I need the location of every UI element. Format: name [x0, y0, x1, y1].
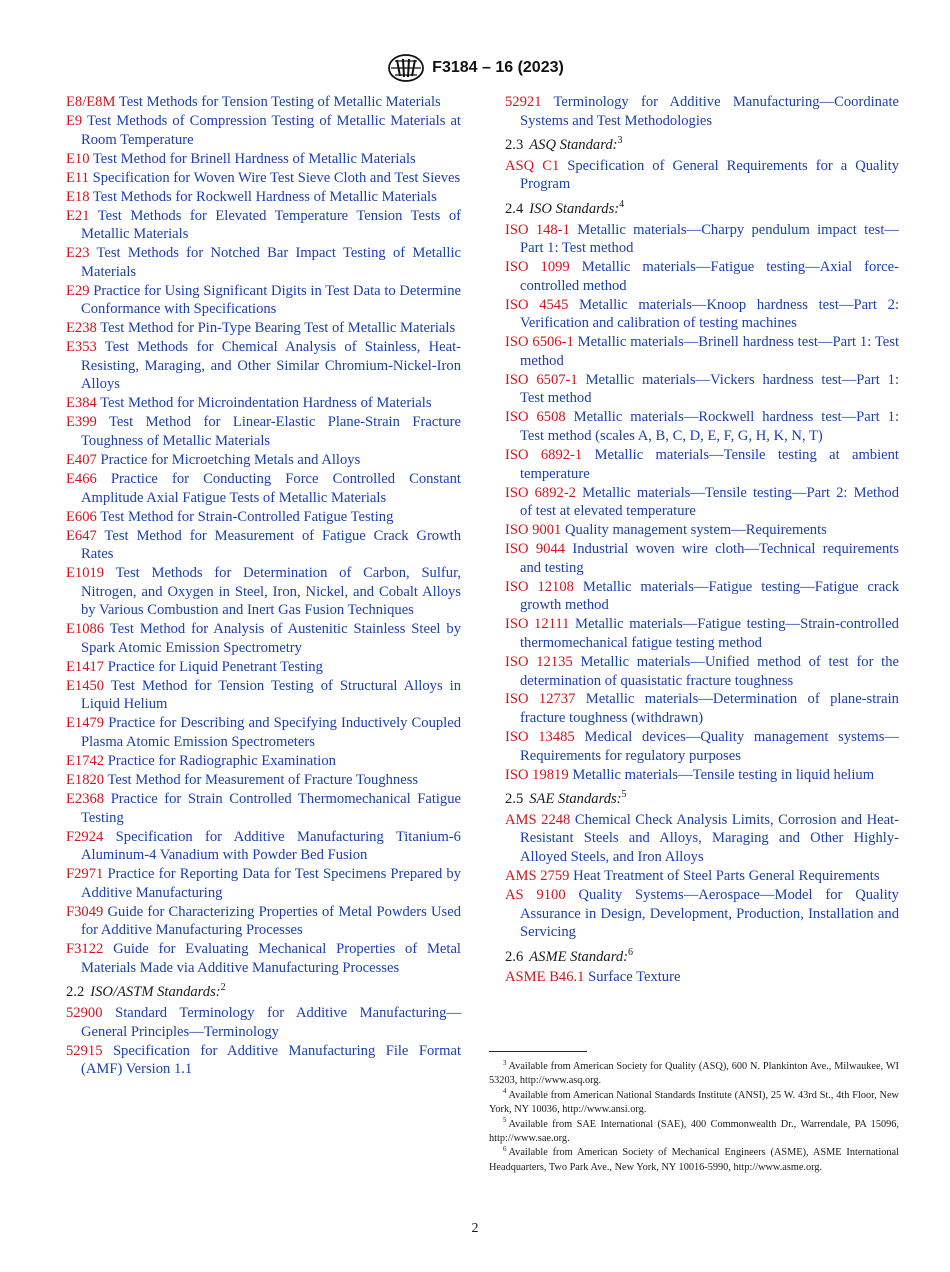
section-2-4-heading [505, 200, 899, 219]
asq-reference-list [505, 157, 899, 194]
reference-code-link[interactable]: E606 [66, 508, 97, 525]
reference-code-link[interactable]: E1417 [66, 658, 105, 675]
reference-entry [66, 1042, 461, 1079]
section-2-3-heading [505, 136, 899, 155]
reference-code-link[interactable]: AMS 2759 [505, 868, 570, 884]
section-number: 2.3 [505, 137, 524, 154]
reference-title-link[interactable]: Metallic materials—Unified method of test for the determination of quasistatic fracture toughness [520, 653, 899, 689]
astm-reference-list [66, 93, 461, 977]
reference-title-link[interactable]: Test Method for Pin-Type Bearing Test of Metallic Materials [100, 320, 456, 337]
footnote-rule [489, 1051, 587, 1052]
reference-title-link[interactable]: Test Methods for Determination of Carbon, Sulfur, Nitrogen, and Oxygen in Steel, Iron, Nickel, and Cobalt Alloys by Various Combustion and Inert Gas Fusion Techniques [81, 565, 461, 619]
reference-entry [66, 150, 461, 169]
reference-title-link[interactable]: Test Method for Microindentation Hardness of Materials [100, 395, 432, 412]
reference-code-link[interactable]: E11 [66, 169, 89, 186]
reference-code-link[interactable]: E1742 [66, 752, 105, 769]
reference-entry [505, 446, 899, 483]
section-label: SAE Standards: [529, 791, 622, 808]
footnote-text: Available from American Society for Quality (ASQ), 600 N. Plankinton Ave., Milwaukee, WI 53203, http://www.asq.org. [489, 1061, 899, 1087]
reference-title-link[interactable]: Test Method for Strain-Controlled Fatigue Testing [100, 508, 394, 525]
reference-code-link[interactable]: 52915 [66, 1042, 103, 1059]
reference-title-link[interactable]: Heat Treatment of Steel Parts General Requirements [573, 868, 880, 884]
reference-entry [505, 968, 899, 987]
reference-code-link[interactable]: E1086 [66, 621, 105, 638]
reference-entry [66, 527, 461, 564]
section-label: ASME Standard: [529, 948, 629, 965]
reference-entry [66, 940, 461, 977]
section-number: 2.5 [505, 791, 524, 808]
reference-title-link[interactable]: Metallic materials—Tensile testing—Part 2: Method of test at elevated temperature [520, 484, 899, 520]
footnote-marker[interactable]: 2 [220, 982, 226, 994]
iso-reference-list [505, 221, 899, 785]
reference-entry [66, 93, 461, 112]
reference-entry [505, 886, 899, 942]
reference-title-link[interactable]: Test Methods for Elevated Temperature Tension Tests of Metallic Materials [81, 207, 461, 243]
reference-entry [505, 578, 899, 615]
footnote [489, 1146, 899, 1175]
footnote [489, 1060, 899, 1089]
reference-code-link[interactable]: F3049 [66, 903, 104, 920]
reference-code-link[interactable]: ISO 12135 [505, 653, 573, 670]
reference-title-link[interactable]: Metallic materials—Tensile testing at ambient temperature [520, 447, 899, 482]
reference-entry [505, 484, 899, 521]
reference-title-link[interactable]: Test Methods for Tension Testing of Metallic Materials [118, 94, 441, 110]
footnotes [489, 1051, 899, 1175]
reference-code-link[interactable]: 52900 [66, 1005, 103, 1022]
section-label: ISO Standards: [529, 200, 620, 217]
footnote-number: 4 [503, 1087, 507, 1096]
reference-title-link[interactable]: Metallic materials—Knoop hardness test—Part 2: Verification and calibration of testing machines [520, 296, 900, 332]
reference-entry [505, 221, 899, 258]
reference-code-link[interactable]: E399 [66, 414, 97, 431]
reference-entry [66, 207, 461, 244]
astm-logo-icon [386, 53, 426, 83]
reference-title-link[interactable]: Test Methods for Chemical Analysis of Stainless, Heat-Resisting, Maraging, and Other Similar Chromium-Nickel-Iron Alloys [81, 339, 461, 393]
section-2-5-heading [505, 790, 899, 809]
sae-reference-list [505, 811, 899, 942]
reference-title-link[interactable]: Test Method for Analysis of Austenitic Stainless Steel by Spark Atomic Emission Spectrometry [81, 621, 462, 656]
reference-code-link[interactable]: ISO 12111 [505, 616, 570, 633]
footnote-number: 3 [503, 1058, 507, 1067]
reference-entry [66, 564, 461, 620]
reference-entry [505, 408, 899, 445]
reference-code-link[interactable]: ASME B46.1 [505, 969, 585, 986]
reference-code-link[interactable]: E1820 [66, 771, 105, 788]
reference-entry [505, 728, 899, 765]
reference-entry [505, 540, 899, 577]
reference-code-link[interactable]: E1019 [66, 565, 105, 582]
reference-title-link[interactable]: Test Method for Tension Testing of Structural Alloys in Liquid Helium [81, 677, 461, 713]
reference-entry [66, 790, 461, 827]
page-number: 2 [471, 1221, 479, 1236]
reference-code-link[interactable]: ISO 6508 [505, 409, 566, 426]
reference-code-link[interactable]: ISO 9001 [505, 522, 562, 539]
reference-title-link[interactable]: Metallic materials—Vickers hardness test—Part 1: Test method [520, 371, 899, 407]
reference-title-link[interactable]: Test Method for Linear-Elastic Plane-Strain Fracture Toughness of Metallic Materials [81, 414, 461, 449]
reference-code-link[interactable]: E466 [66, 470, 97, 487]
reference-title-link[interactable]: Specification for Additive Manufacturing File Format (AMF) Version 1.1 [81, 1042, 461, 1078]
reference-entry [66, 828, 461, 865]
reference-entry [66, 394, 461, 413]
reference-title-link[interactable]: Test Method for Brinell Hardness of Metallic Materials [92, 150, 416, 167]
reference-title-link[interactable]: Specification of General Requirements for a Quality Program [520, 157, 899, 193]
reference-title-link[interactable]: Practice for Strain Controlled Thermomechanical Fatigue Testing [81, 790, 461, 826]
reference-title-link[interactable]: Industrial woven wire cloth—Technical requirements and testing [520, 541, 899, 576]
reference-entry [505, 653, 899, 690]
reference-title-link[interactable]: Practice for Reporting Data for Test Specimens Prepared by Additive Manufacturing [81, 866, 461, 901]
left-column [66, 93, 461, 1079]
reference-title-link[interactable]: Metallic materials—Determination of plane-strain fracture toughness (withdrawn) [520, 691, 899, 727]
reference-title-link[interactable]: Specification for Additive Manufacturing Titanium-6 Aluminum-4 Vanadium with Powder Bed Fusion [81, 828, 461, 864]
reference-title-link[interactable]: Specification for Woven Wire Test Sieve Cloth and Test Sieves [92, 169, 461, 186]
reference-title-link[interactable]: Metallic materials—Rockwell hardness test—Part 1: Test method (scales A, B, C, D, E, F, G, H, K, N, T) [520, 409, 899, 445]
reference-title-link[interactable]: Test Methods of Compression Testing of Metallic Materials at Room Temperature [81, 112, 461, 148]
reference-code-link[interactable]: ISO 12737 [505, 691, 576, 708]
reference-entry [66, 1004, 461, 1041]
reference-entry [505, 296, 899, 333]
footnote-number: 6 [503, 1145, 507, 1154]
reference-entry [66, 508, 461, 527]
reference-title-link[interactable]: Practice for Describing and Specifying Inductively Coupled Plasma Atomic Emission Spectrometers [81, 715, 461, 750]
footnote-list [489, 1060, 899, 1175]
reference-code-link[interactable]: ISO 6892-1 [505, 447, 583, 464]
reference-title-link[interactable]: Test Method for Measurement of Fatigue Crack Growth Rates [81, 527, 461, 563]
page-header [0, 52, 950, 84]
reference-title-link[interactable]: Quality Systems—Aerospace—Model for Quality Assurance in Design, Development, Production, Installation and Servicing [520, 886, 899, 941]
reference-entry [66, 620, 461, 657]
reference-entry [505, 93, 899, 130]
reference-entry [505, 333, 899, 370]
reference-code-link[interactable]: ISO 6506-1 [505, 334, 574, 351]
footnote-marker[interactable]: 5 [621, 789, 627, 801]
section-2-2-heading [66, 983, 461, 1002]
reference-code-link[interactable]: E21 [66, 207, 90, 224]
reference-entry [505, 615, 899, 652]
reference-code-link[interactable]: E2368 [66, 790, 105, 807]
reference-code-link[interactable]: F2971 [66, 866, 104, 883]
reference-entry [66, 865, 461, 902]
reference-title-link[interactable]: Metallic materials—Tensile testing in liquid helium [572, 766, 875, 783]
footnote [489, 1089, 899, 1118]
footnote [489, 1118, 899, 1147]
reference-entry [66, 169, 461, 188]
reference-title-link[interactable]: Practice for Microetching Metals and Alloys [100, 451, 361, 468]
reference-entry [505, 766, 899, 785]
reference-code-link[interactable]: 52921 [505, 94, 542, 110]
section-number: 2.4 [505, 200, 524, 217]
reference-entry [66, 658, 461, 677]
reference-entry [66, 771, 461, 790]
reference-entry [66, 244, 461, 281]
reference-title-link[interactable]: Metallic materials—Fatigue testing—Axial force-controlled method [520, 259, 899, 294]
reference-code-link[interactable]: ASQ C1 [505, 157, 560, 174]
reference-entry [66, 903, 461, 940]
reference-code-link[interactable]: E1450 [66, 677, 105, 694]
document-designation: F3184 – 16 (2023) [432, 59, 564, 76]
reference-title-link[interactable]: Guide for Characterizing Properties of Metal Powders Used for Additive Manufacturing Processes [81, 903, 461, 939]
reference-code-link[interactable]: AMS 2248 [505, 811, 571, 828]
reference-title-link[interactable]: Metallic materials—Brinell hardness test—Part 1: Test method [520, 334, 900, 369]
reference-entry [66, 413, 461, 450]
footnote-marker[interactable]: 3 [617, 135, 623, 147]
reference-title-link[interactable]: Terminology for Additive Manufacturing—Coordinate Systems and Test Methodologies [520, 94, 899, 129]
reference-code-link[interactable]: E238 [66, 320, 97, 337]
reference-code-link[interactable]: ISO 4545 [505, 296, 569, 313]
reference-code-link[interactable]: ISO 9044 [505, 541, 566, 558]
reference-entry [505, 371, 899, 408]
section-number: 2.6 [505, 948, 524, 965]
isoastm-reference-list [66, 1004, 461, 1079]
reference-entry [66, 112, 461, 149]
reference-code-link[interactable]: E18 [66, 188, 90, 205]
reference-entry [505, 867, 899, 886]
reference-entry [505, 811, 899, 867]
reference-title-link[interactable]: Standard Terminology for Additive Manufacturing—General Principles—Terminology [81, 1005, 461, 1040]
reference-title-link[interactable]: Metallic materials—Charpy pendulum impact test—Part 1: Test method [520, 221, 900, 257]
reference-code-link[interactable]: E353 [66, 339, 97, 356]
reference-entry [505, 690, 899, 727]
reference-title-link[interactable]: Guide for Evaluating Mechanical Properties of Metal Materials Made via Additive Manufacturing Processes [81, 941, 461, 976]
reference-title-link[interactable]: Metallic materials—Fatigue testing—Fatigue crack growth method [520, 578, 899, 614]
reference-title-link[interactable]: Practice for Liquid Penetrant Testing [107, 658, 323, 675]
footnote-text: Available from SAE International (SAE), 400 Commonwealth Dr., Warrendale, PA 15096, http://www.sae.org. [489, 1118, 899, 1145]
reference-code-link[interactable]: E10 [66, 150, 90, 167]
reference-code-link[interactable]: E407 [66, 451, 97, 468]
reference-code-link[interactable]: AS 9100 [505, 886, 566, 903]
right-column [505, 93, 899, 987]
reference-title-link[interactable]: Metallic materials—Fatigue testing—Strain-controlled thermomechanical fatigue testing method [520, 616, 899, 651]
reference-code-link[interactable]: E1479 [66, 715, 105, 732]
reference-code-link[interactable]: E9 [66, 112, 83, 129]
reference-entry [66, 282, 461, 319]
reference-code-link[interactable]: ISO 12108 [505, 578, 574, 595]
reference-entry [505, 157, 899, 194]
reference-entry [66, 451, 461, 470]
reference-code-link[interactable]: E384 [66, 395, 97, 412]
reference-entry [66, 188, 461, 207]
reference-code-link[interactable]: E29 [66, 282, 90, 299]
reference-entry [66, 752, 461, 771]
reference-entry [66, 319, 461, 338]
reference-entry [66, 714, 461, 751]
reference-title-link[interactable]: Practice for Radiographic Examination [107, 752, 336, 769]
reference-code-link[interactable]: E647 [66, 527, 97, 544]
section-label: ASQ Standard: [529, 137, 618, 154]
reference-title-link[interactable]: Medical devices—Quality management systems—Requirements for regulatory purposes [520, 729, 899, 764]
reference-title-link[interactable]: Test Methods for Notched Bar Impact Testing of Metallic Materials [81, 245, 461, 280]
footnote-text: Available from American National Standards Institute (ANSI), 25 W. 43rd St., 4th Floor, New York, NY 10036, http://www.ansi.org. [489, 1089, 899, 1116]
reference-entry [66, 470, 461, 507]
reference-title-link[interactable]: Chemical Check Analysis Limits, Corrosion and Heat-Resistant Steels and Alloys, Maraging and Other Highly-Alloyed Steels, and Iron Alloys [520, 811, 900, 866]
reference-title-link[interactable]: Test Methods for Rockwell Hardness of Metallic Materials [92, 188, 437, 205]
section-number: 2.2 [66, 984, 85, 1001]
reference-code-link[interactable]: E8/E8M [66, 94, 116, 110]
reference-title-link[interactable]: Quality management system—Requirements [565, 522, 827, 539]
reference-title-link[interactable]: Practice for Conducting Force Controlled Constant Amplitude Axial Fatigue Tests of Metallic Materials [81, 470, 461, 506]
reference-code-link[interactable]: ISO 6507-1 [505, 371, 578, 388]
reference-entry [66, 338, 461, 394]
reference-title-link[interactable]: Practice for Using Significant Digits in Test Data to Determine Conformance with Specifications [81, 282, 461, 318]
reference-entry [66, 677, 461, 714]
section-label: ISO/ASTM Standards: [90, 984, 221, 1001]
footnote-number: 5 [503, 1116, 507, 1125]
reference-code-link[interactable]: ISO 148-1 [505, 221, 570, 238]
footnote-marker[interactable]: 4 [619, 199, 625, 211]
reference-code-link[interactable]: E23 [66, 245, 90, 262]
reference-code-link[interactable]: F3122 [66, 941, 104, 958]
reference-entry [505, 258, 899, 295]
isoastm-reference-list-cont [505, 93, 899, 130]
footnote-marker[interactable]: 6 [628, 946, 634, 958]
reference-title-link[interactable]: Surface Texture [588, 969, 681, 986]
reference-entry [505, 521, 899, 540]
asme-reference-list [505, 968, 899, 987]
reference-code-link[interactable]: ISO 6892-2 [505, 484, 576, 501]
reference-code-link[interactable]: ISO 13485 [505, 729, 575, 746]
reference-title-link[interactable]: Test Method for Measurement of Fracture Toughness [107, 771, 419, 788]
reference-code-link[interactable]: ISO 1099 [505, 259, 570, 276]
reference-code-link[interactable]: F2924 [66, 828, 104, 845]
reference-code-link[interactable]: ISO 19819 [505, 766, 569, 783]
section-2-6-heading [505, 948, 899, 967]
footnote-text: Available from American Society of Mechanical Engineers (ASME), ASME International Headquarters, Two Park Ave., New York, NY 10016-5990, http://www.asme.org. [489, 1147, 899, 1173]
